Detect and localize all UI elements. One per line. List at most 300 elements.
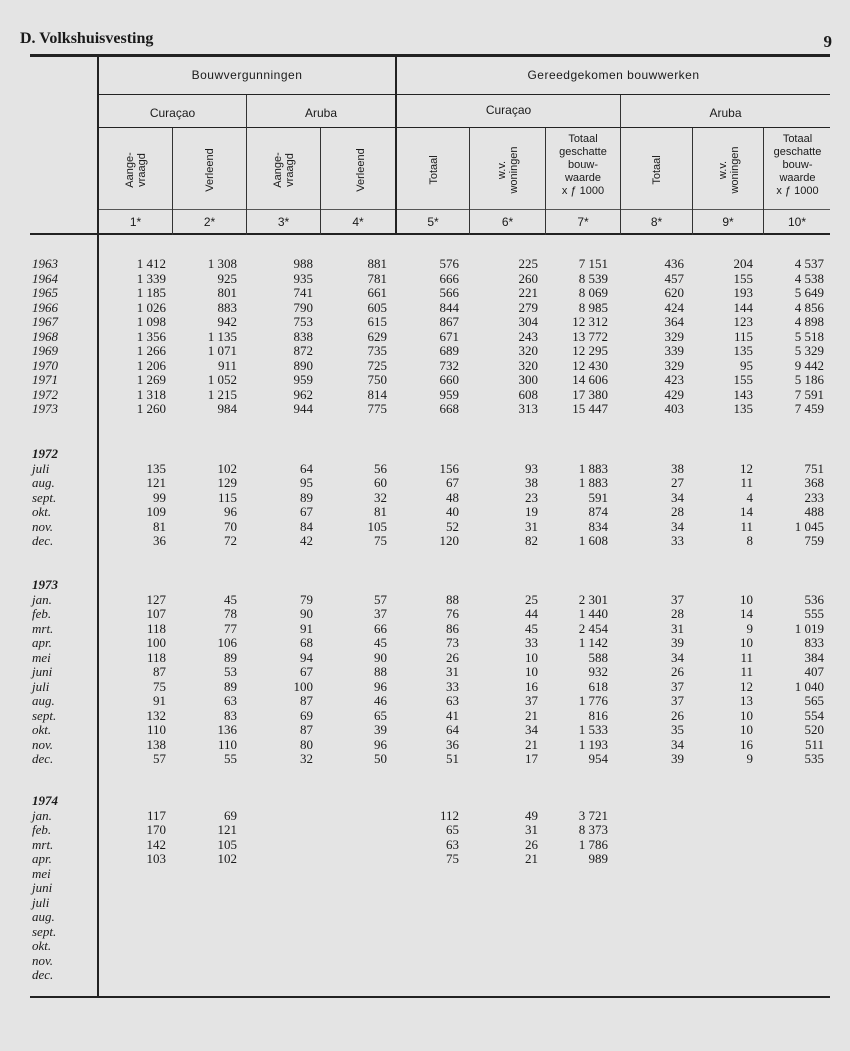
row-label: 1965 — [32, 285, 58, 300]
cell-col-3: 89 — [300, 489, 313, 505]
cell-col-8: 436 — [664, 256, 684, 271]
cell-col-5: 576 — [439, 256, 459, 271]
table-row — [0, 925, 850, 939]
cell-col-1: 99 — [153, 489, 166, 505]
cell-col-3: 95 — [300, 475, 313, 490]
cell-col-8: 457 — [664, 270, 684, 286]
col-label-2: Verleend — [204, 148, 216, 192]
cell-col-4: 32 — [374, 489, 387, 505]
cell-col-7: 874 — [588, 504, 608, 519]
cell-col-5: 867 — [439, 314, 459, 329]
row-label: okt. — [32, 504, 52, 519]
cell-col-3: 100 — [293, 678, 313, 694]
cell-col-10: 368 — [804, 475, 824, 490]
cell-col-9: 144 — [733, 299, 753, 315]
cell-col-5: 33 — [446, 678, 459, 694]
cell-col-7: 1 142 — [578, 635, 608, 650]
cell-col-9: 14 — [740, 504, 753, 519]
cell-col-8: 26 — [671, 707, 684, 723]
cell-col-6: 300 — [518, 372, 538, 387]
cell-col-1: 1 339 — [136, 270, 166, 286]
cell-col-1: 1 206 — [136, 357, 166, 373]
cell-col-7: 816 — [588, 707, 608, 723]
subgroup-rule — [97, 127, 830, 128]
cell-col-2: 1 052 — [207, 372, 237, 387]
cell-col-8: 329 — [664, 328, 684, 344]
cell-col-1: 1 260 — [136, 401, 166, 416]
col-num-4: 4* — [352, 215, 364, 229]
table-row — [0, 867, 850, 881]
cell-col-6: 82 — [525, 533, 538, 548]
cell-col-8: 620 — [664, 285, 684, 300]
cell-col-6: 21 — [525, 851, 538, 866]
cell-col-4: 60 — [374, 475, 387, 490]
row-label: okt. — [32, 722, 52, 737]
section-year-heading — [0, 794, 850, 808]
cell-col-1: 121 — [146, 475, 166, 490]
cell-col-10: 4 856 — [794, 299, 824, 315]
cell-col-3: 32 — [300, 751, 313, 766]
cell-col-4: 96 — [374, 678, 387, 694]
row-label: 1971 — [32, 372, 58, 387]
group-bouwvergunningen: Bouwvergunningen — [191, 68, 303, 82]
cell-col-9: 4 — [746, 489, 753, 505]
cell-col-1: 142 — [146, 836, 166, 852]
cell-col-4: 56 — [374, 460, 387, 476]
cell-col-6: 243 — [518, 328, 538, 344]
cell-col-5: 566 — [439, 285, 459, 300]
cell-col-5: 112 — [439, 807, 459, 823]
cell-col-5: 671 — [439, 328, 459, 344]
cell-col-7: 13 772 — [572, 328, 608, 344]
cell-col-6: 17 — [525, 751, 538, 766]
cell-col-1: 118 — [146, 649, 166, 665]
col-label-1: Aange- vraagd — [124, 152, 148, 188]
table-row — [0, 593, 850, 607]
cell-col-9: 135 — [733, 343, 753, 358]
cell-col-2: 83 — [224, 707, 237, 723]
cell-col-1: 107 — [146, 606, 166, 621]
row-label: juni — [32, 664, 53, 679]
cell-col-5: 732 — [439, 357, 459, 373]
header-bottom-rule — [30, 233, 830, 235]
cell-col-5: 660 — [439, 372, 459, 387]
table-row — [0, 330, 850, 344]
cell-col-3: 741 — [293, 285, 313, 300]
cell-col-3: 68 — [300, 635, 313, 650]
row-label: sept. — [32, 707, 57, 723]
cell-col-7: 1 440 — [578, 606, 608, 621]
col-num-9: 9* — [722, 215, 734, 229]
cell-col-7: 8 985 — [578, 299, 608, 315]
table-row — [0, 910, 850, 924]
cell-col-10: 554 — [804, 707, 824, 723]
cell-col-9: 13 — [740, 693, 753, 708]
cell-col-8: 37 — [671, 693, 684, 708]
cell-col-3: 42 — [300, 533, 313, 548]
cell-col-7: 932 — [588, 664, 608, 679]
cell-col-5: 959 — [439, 386, 459, 402]
cell-col-7: 1 786 — [578, 836, 608, 852]
cell-col-1: 81 — [153, 518, 166, 534]
main-split-rule — [395, 56, 397, 235]
cell-col-8: 37 — [671, 678, 684, 694]
table-row — [0, 709, 850, 723]
cell-col-2: 45 — [224, 591, 237, 607]
cell-col-2: 115 — [217, 489, 237, 505]
cell-col-8: 424 — [664, 299, 684, 315]
row-label: apr. — [32, 851, 52, 866]
cell-col-5: 26 — [446, 649, 459, 665]
cell-col-4: 88 — [374, 664, 387, 679]
cell-col-2: 53 — [224, 664, 237, 679]
cell-col-3: 872 — [293, 343, 313, 358]
col-header-3 — [272, 130, 296, 210]
cell-col-2: 77 — [224, 620, 237, 636]
row-label: aug. — [32, 693, 55, 708]
cell-col-5: 63 — [446, 836, 459, 852]
cell-col-6: 31 — [525, 822, 538, 837]
col-label-4: Verleend — [355, 148, 367, 192]
cell-col-7: 591 — [588, 489, 608, 505]
cell-col-2: 942 — [217, 314, 237, 329]
cell-col-10: 535 — [804, 751, 824, 766]
cell-col-6: 313 — [518, 401, 538, 416]
row-label: dec. — [32, 533, 54, 548]
cell-col-6: 21 — [525, 736, 538, 752]
row-label: mei — [32, 649, 51, 665]
cell-col-6: 279 — [518, 299, 538, 315]
cell-col-1: 1 266 — [136, 343, 166, 358]
cell-col-4: 605 — [367, 299, 387, 315]
col-label-3: Aange- vraagd — [272, 152, 296, 188]
cell-col-9: 12 — [740, 460, 753, 476]
row-label: juni — [32, 880, 53, 895]
cell-col-2: 1 308 — [207, 256, 237, 271]
cell-col-5: 67 — [446, 475, 459, 490]
cell-col-9: 143 — [733, 386, 753, 402]
cell-col-7: 12 312 — [572, 314, 608, 329]
cell-col-8: 403 — [664, 401, 684, 416]
cell-col-2: 1 071 — [207, 343, 237, 358]
cell-col-3: 838 — [293, 328, 313, 344]
row-label: 1972 — [32, 386, 58, 402]
cell-col-9: 10 — [740, 591, 753, 607]
cell-col-8: 34 — [671, 518, 684, 534]
cell-col-7: 1 883 — [578, 475, 608, 490]
cell-col-6: 21 — [525, 707, 538, 723]
cell-col-6: 38 — [525, 475, 538, 490]
cell-col-1: 109 — [146, 504, 166, 519]
cell-col-9: 9 — [746, 751, 753, 766]
cell-col-2: 984 — [217, 401, 237, 416]
row-label: 1973 — [32, 401, 58, 416]
cell-col-5: 86 — [446, 620, 459, 636]
section-year-label: 1973 — [32, 577, 58, 592]
cell-col-9: 10 — [740, 635, 753, 650]
cell-col-9: 155 — [733, 372, 753, 387]
table-row — [0, 809, 850, 823]
cell-col-6: 33 — [525, 635, 538, 650]
cell-col-10: 1 019 — [794, 620, 824, 636]
cell-col-5: 63 — [446, 693, 459, 708]
cell-col-8: 37 — [671, 591, 684, 607]
cell-col-2: 911 — [217, 357, 237, 373]
cell-col-5: 65 — [446, 822, 459, 837]
cell-col-4: 39 — [374, 722, 387, 737]
cell-col-4: 46 — [374, 693, 387, 708]
cell-col-10: 5 329 — [794, 343, 824, 358]
cell-col-6: 34 — [525, 722, 538, 737]
subgroup-aruba-completed: Aruba — [709, 106, 742, 120]
cell-col-3: 67 — [300, 664, 313, 679]
row-label: sept. — [32, 923, 57, 939]
col-num-7: 7* — [577, 215, 589, 229]
cell-col-5: 36 — [446, 736, 459, 752]
cell-col-1: 1 356 — [136, 328, 166, 344]
cell-col-9: 16 — [740, 736, 753, 752]
cell-col-10: 407 — [804, 664, 824, 679]
cell-col-1: 118 — [146, 620, 166, 636]
cell-col-3: 69 — [300, 707, 313, 723]
cell-col-1: 135 — [146, 460, 166, 476]
cell-col-7: 8 539 — [578, 270, 608, 286]
row-label: 1970 — [32, 357, 58, 373]
cell-col-5: 51 — [446, 751, 459, 766]
cell-col-5: 41 — [446, 707, 459, 723]
cell-col-1: 1 026 — [136, 299, 166, 315]
cell-col-5: 40 — [446, 504, 459, 519]
cell-col-6: 304 — [518, 314, 538, 329]
table-row — [0, 651, 850, 665]
cell-col-7: 15 447 — [572, 401, 608, 416]
cell-col-10: 7 591 — [794, 386, 824, 402]
table-row — [0, 388, 850, 402]
cell-col-3: 67 — [300, 504, 313, 519]
cell-col-8: 35 — [671, 722, 684, 737]
col-num-5: 5* — [427, 215, 439, 229]
row-label: juli — [32, 678, 50, 694]
col-num-6: 6* — [501, 215, 514, 229]
table-row — [0, 257, 850, 271]
cell-col-10: 520 — [804, 722, 824, 737]
cell-col-9: 12 — [740, 678, 753, 694]
row-label: mrt. — [32, 836, 54, 852]
cell-col-8: 27 — [671, 475, 684, 490]
cell-col-4: 629 — [367, 328, 387, 344]
col-label-8: Totaal — [651, 155, 663, 185]
table-row — [0, 359, 850, 373]
cell-col-10: 4 898 — [794, 314, 824, 329]
row-label: jan. — [32, 591, 52, 607]
cell-col-1: 117 — [146, 807, 166, 823]
cell-col-1: 1 318 — [136, 386, 166, 402]
group-rule — [97, 94, 830, 95]
row-label: 1966 — [32, 299, 58, 315]
row-label: okt. — [32, 938, 52, 953]
table-row — [0, 607, 850, 621]
col-header-9 — [717, 130, 741, 210]
cell-col-1: 138 — [146, 736, 166, 752]
cell-col-3: 790 — [293, 299, 313, 315]
cell-col-4: 65 — [374, 707, 387, 723]
col-header-10: Totaal geschatte bouw- waarde x ƒ 1000 — [773, 133, 822, 197]
cell-col-8: 31 — [671, 620, 684, 636]
section-year-heading — [0, 578, 850, 592]
cell-col-4: 735 — [367, 343, 387, 358]
table-row — [0, 752, 850, 766]
cell-col-6: 320 — [518, 343, 538, 358]
cell-col-2: 78 — [224, 606, 237, 621]
cell-col-3: 935 — [293, 270, 313, 286]
cell-col-4: 781 — [367, 270, 387, 286]
cell-col-10: 4 538 — [794, 270, 824, 286]
cell-col-9: 123 — [733, 314, 753, 329]
cell-col-5: 48 — [446, 489, 459, 505]
cell-col-7: 17 380 — [572, 386, 608, 402]
col-num-1: 1* — [129, 215, 142, 229]
subgroup-curacao-permits: Curaçao — [149, 106, 196, 120]
cell-col-6: 45 — [525, 620, 538, 636]
cell-col-1: 103 — [146, 851, 166, 866]
cell-col-6: 608 — [518, 386, 538, 402]
cell-col-8: 423 — [664, 372, 684, 387]
cell-col-5: 31 — [446, 664, 459, 679]
subgroup-curacao-completed: Curaçao — [485, 103, 532, 117]
cell-col-7: 1 883 — [578, 460, 608, 476]
cell-col-1: 1 412 — [136, 256, 166, 271]
cell-col-7: 2 454 — [578, 620, 608, 636]
row-label: 1969 — [32, 343, 58, 358]
cell-col-1: 75 — [153, 678, 166, 694]
table-row — [0, 738, 850, 752]
cell-col-1: 110 — [146, 722, 166, 737]
cell-col-10: 7 459 — [794, 401, 824, 416]
cell-col-8: 329 — [664, 357, 684, 373]
cell-col-3: 959 — [293, 372, 313, 387]
row-label: apr. — [32, 635, 52, 650]
cell-col-7: 834 — [588, 518, 608, 534]
cell-col-9: 11 — [740, 649, 753, 665]
cell-col-4: 881 — [367, 256, 387, 271]
cell-col-4: 37 — [374, 606, 387, 621]
cell-col-2: 72 — [224, 533, 237, 548]
cell-col-1: 1 098 — [136, 314, 166, 329]
cell-col-7: 8 069 — [578, 285, 608, 300]
cell-col-2: 105 — [217, 836, 237, 852]
col-header-7: Totaal geschatte bouw- waarde x ƒ 1000 — [559, 133, 607, 197]
row-label: sept. — [32, 489, 57, 505]
cell-col-6: 25 — [525, 591, 538, 607]
col-num-10: 10* — [787, 215, 807, 229]
cell-col-9: 11 — [740, 475, 753, 490]
row-label: juli — [32, 894, 50, 910]
cell-col-10: 9 442 — [794, 357, 824, 373]
cell-col-9: 193 — [733, 285, 753, 300]
cell-col-2: 129 — [217, 475, 237, 490]
cell-col-4: 105 — [367, 518, 387, 534]
cell-col-8: 28 — [671, 606, 684, 621]
cell-col-2: 102 — [217, 851, 237, 866]
row-label: feb. — [32, 822, 52, 837]
cell-col-7: 618 — [588, 678, 608, 694]
cell-col-2: 883 — [217, 299, 237, 315]
cell-col-8: 33 — [671, 533, 684, 548]
cell-col-4: 775 — [367, 401, 387, 416]
cell-col-9: 11 — [740, 664, 753, 679]
top-rule — [30, 54, 830, 57]
cell-col-7: 3 721 — [578, 807, 608, 823]
cell-col-3: 962 — [293, 386, 313, 402]
cell-col-5: 156 — [439, 460, 459, 476]
section-title: D. Volkshuisvesting — [20, 30, 154, 47]
cell-col-6: 225 — [518, 256, 538, 271]
cell-col-7: 1 776 — [578, 693, 608, 708]
cell-col-6: 10 — [525, 649, 538, 665]
row-label: nov. — [32, 952, 54, 968]
cell-col-10: 5 518 — [794, 328, 824, 344]
cell-col-2: 121 — [217, 822, 237, 837]
cell-col-3: 91 — [300, 620, 313, 636]
table-row — [0, 520, 850, 534]
col-header-4 — [352, 130, 370, 210]
cell-col-2: 925 — [217, 270, 237, 286]
cell-col-7: 12 430 — [572, 357, 608, 373]
table-row — [0, 286, 850, 300]
table-row — [0, 823, 850, 837]
cell-col-3: 84 — [300, 518, 313, 534]
subgroup-aruba-permits: Aruba — [304, 106, 338, 120]
col-num-8: 8* — [650, 215, 663, 229]
cell-col-8: 38 — [671, 460, 684, 476]
cell-col-7: 954 — [588, 751, 608, 766]
col-label-9: w.v. woningen — [717, 146, 741, 194]
cell-col-2: 70 — [224, 518, 237, 534]
table-row — [0, 462, 850, 476]
cell-col-6: 44 — [525, 606, 538, 621]
cell-col-9: 11 — [740, 518, 753, 534]
cell-col-2: 63 — [224, 693, 237, 708]
cell-col-5: 120 — [439, 533, 459, 548]
cell-col-5: 88 — [446, 591, 459, 607]
cell-col-2: 89 — [224, 649, 237, 665]
cell-col-8: 339 — [664, 343, 684, 358]
row-label: aug. — [32, 909, 55, 924]
cell-col-1: 87 — [153, 664, 166, 679]
cell-col-6: 19 — [525, 504, 538, 519]
cell-col-3: 94 — [300, 649, 313, 665]
cell-col-2: 106 — [217, 635, 237, 650]
cell-col-4: 750 — [367, 372, 387, 387]
cell-col-5: 689 — [439, 343, 459, 358]
col-label-5: Totaal — [428, 155, 440, 185]
cell-col-1: 1 185 — [136, 285, 166, 300]
cell-col-4: 81 — [374, 504, 387, 519]
cell-col-9: 115 — [733, 328, 753, 344]
row-label: feb. — [32, 606, 52, 621]
cell-col-2: 55 — [224, 751, 237, 766]
table-row — [0, 852, 850, 866]
row-label: nov. — [32, 736, 54, 752]
col-label-6: w.v. woningen — [496, 146, 520, 194]
cell-col-4: 725 — [367, 357, 387, 373]
section-year-label: 1974 — [32, 793, 58, 808]
cell-col-2: 136 — [217, 722, 237, 737]
cell-col-6: 16 — [525, 678, 538, 694]
cell-col-6: 49 — [525, 807, 538, 823]
cell-col-2: 69 — [224, 807, 237, 823]
row-label: dec. — [32, 751, 54, 766]
